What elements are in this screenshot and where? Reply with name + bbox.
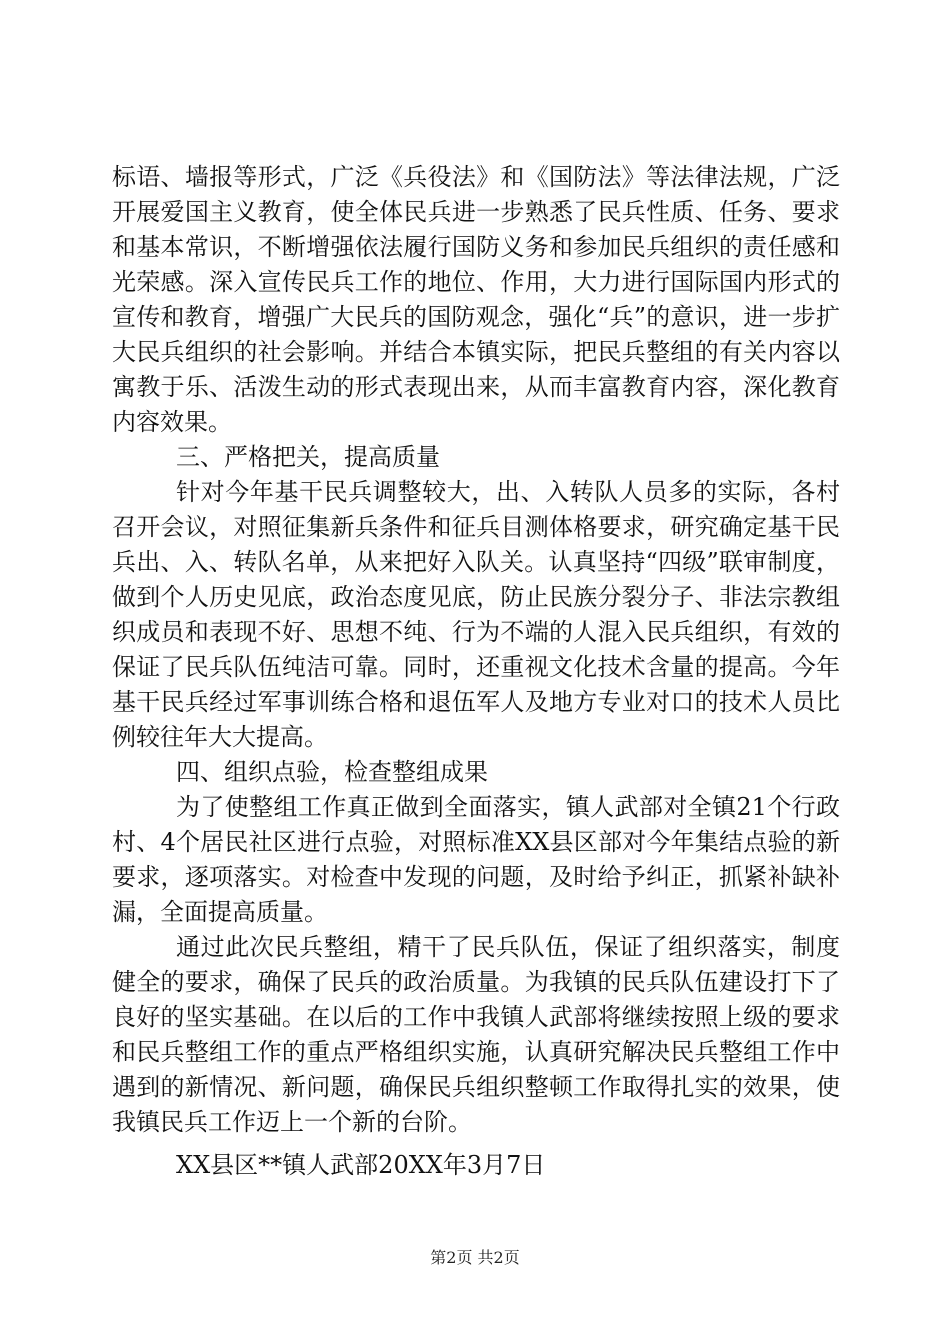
paragraph-continuation: 标语、墙报等形式，广泛《兵役法》和《国防法》等法律法规，广泛开展爱国主义教育，使全体民兵进一步熟悉了民兵性质、任务、要求和基本常识，不断增强依法履行国防义务和参加民兵组织的责任感和光荣感。深入宣传民兵工作的地位、作用，大力进行国际国内形式的宣传和教育，增强广大民兵的国防观念，强化“兵”的意识，进一步扩大民兵组织的社会影响。并结合本镇实际，把民兵整组的有关内容以寓教于乐、活泼生动的形式表现出来，从而丰富教育内容，深化教育内容效果。 <box>112 163 840 436</box>
page-footer: 第2页 共2页 <box>430 1248 520 1267</box>
document-body <box>112 160 840 1183</box>
paragraph-conclusion: 通过此次民兵整组，精干了民兵队伍，保证了组织落实，制度健全的要求，确保了民兵的政治质量。为我镇的民兵队伍建设打下了良好的坚实基础。在以后的工作中我镇人武部将继续按照上级的要求和民兵整组工作的重点严格组织实施，认真研究解决民兵整组工作中遇到的新情况、新问题，确保民兵组织整顿工作取得扎实的效果，使我镇民兵工作迈上一个新的台阶。 <box>112 933 840 1136</box>
paragraph-section-3: 针对今年基干民兵调整较大，出、入转队人员多的实际，各村召开会议，对照征集新兵条件和征兵目测体格要求，研究确定基干民兵出、入、转队名单，从来把好入队关。认真坚持“四级”联审制度，做到个人历史见底，政治态度见底，防止民族分裂分子、非法宗教组织成员和表现不好、思想不纯、行为不端的人混入民兵组织，有效的保证了民兵队伍纯洁可靠。同时，还重视文化技术含量的提高。今年基干民兵经过军事训练合格和退伍军人及地方专业对口的技术人员比例较往年大大提高。 <box>112 478 840 751</box>
section-heading-3: 三、严格把关，提高质量 <box>176 443 440 471</box>
paragraph-section-4: 为了使整组工作真正做到全面落实，镇人武部对全镇21个行政村、4个居民社区进行点验，对照标准XX县区部对今年集结点验的新要求，逐项落实。对检查中发现的问题，及时给予纠正，抓紧补缺补漏，全面提高质量。 <box>112 793 840 926</box>
section-heading-4: 四、组织点验，检查整组成果 <box>176 758 488 786</box>
signature-line: XX县区**镇人武部20XX年3月7日 <box>176 1151 546 1179</box>
